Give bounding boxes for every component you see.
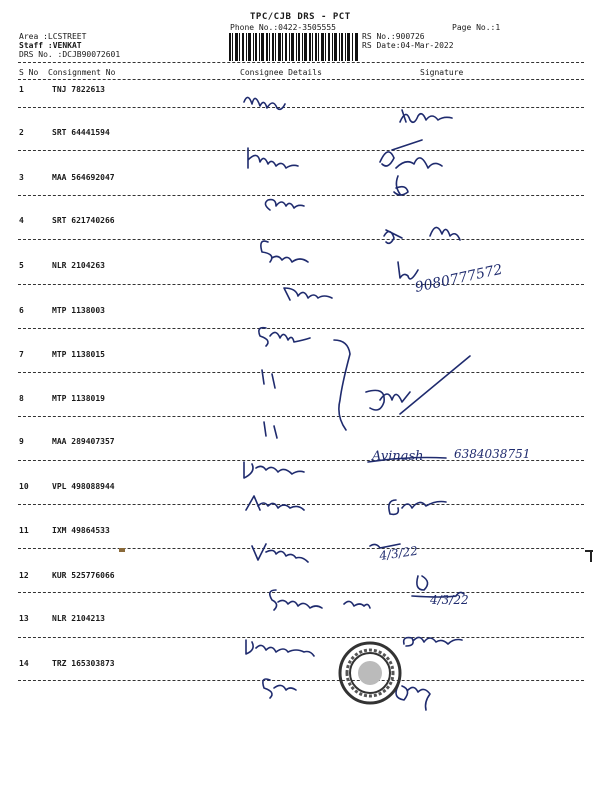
row-sno: 9: [19, 437, 24, 446]
row-consignment-no: MTP 1138015: [52, 350, 105, 359]
row-consignment-no: SRT 64441594: [52, 128, 110, 137]
row-sno: 2: [19, 128, 24, 137]
row-consignment-no: SRT 621740266: [52, 216, 115, 225]
row-consignment-no: MTP 1138003: [52, 306, 105, 315]
row-consignment-no: KUR 525776066: [52, 571, 115, 580]
row-consignment-no: MAA 564692047: [52, 173, 115, 182]
col-sno: S No: [19, 68, 39, 77]
col-signature: Signature: [420, 68, 464, 77]
row-sno: 1: [19, 85, 24, 94]
signature-scrawl-12: [412, 576, 464, 597]
signature-scrawl-8: [366, 356, 470, 414]
signature-scrawl-12b: [344, 601, 370, 608]
drs-number: DRS No. :DCJB90072601: [19, 50, 121, 59]
consignee-scrawl-9: [244, 462, 304, 478]
row-consignment-no: TRZ 165303873: [52, 659, 115, 668]
col-consignee: Consignee Details: [240, 68, 322, 77]
row-sno: 4: [19, 216, 24, 225]
column-divider: [18, 79, 584, 80]
row-consignment-no: MTP 1138019: [52, 394, 105, 403]
row-sno: 6: [19, 306, 24, 315]
consignee-scrawl-13: [246, 640, 314, 656]
signature-scrawl-3: [394, 176, 408, 195]
ditto-mark-8: [264, 422, 277, 438]
signature-scrawl-2: [380, 140, 442, 168]
row-divider: [18, 416, 584, 417]
phone-number: Phone No.:0422-3505555: [230, 23, 336, 32]
row-divider: [18, 284, 584, 285]
consignee-scrawl-11: [252, 544, 308, 562]
signature-scrawl-4: [384, 227, 460, 243]
row-divider: [18, 328, 584, 329]
handwritten-phone-9: 6384038751: [454, 447, 531, 461]
row-consignment-no: NLR 2104213: [52, 614, 105, 623]
row-sno: 3: [19, 173, 24, 182]
consignee-scrawl-2: [248, 148, 298, 168]
row-divider: [18, 637, 584, 638]
col-consignment: Consignment No: [48, 68, 116, 77]
scan-mark: [590, 552, 592, 562]
row-divider: [18, 548, 584, 549]
row-consignment-no: NLR 2104263: [52, 261, 105, 270]
handwritten-name-9: Avinash: [372, 449, 424, 464]
row-divider: [18, 150, 584, 151]
document-title: TPC/CJB DRS - PCT: [250, 12, 351, 22]
row-sno: 13: [19, 614, 29, 623]
signature-scrawl-10: [389, 500, 446, 514]
header-divider: [18, 62, 584, 63]
row-sno: 10: [19, 482, 29, 491]
consignee-scrawl-3: [265, 200, 304, 210]
row-sno: 12: [19, 571, 29, 580]
row-divider: [18, 195, 584, 196]
handwritten-phone-5: 9080777572: [413, 261, 504, 296]
consignee-scrawl-5: [284, 288, 332, 300]
row-consignment-no: VPL 498088944: [52, 482, 115, 491]
rs-date: RS Date:04-Mar-2022: [362, 41, 454, 50]
row-sno: 8: [19, 394, 24, 403]
consignee-scrawl-14: [263, 679, 296, 698]
row-divider: [18, 372, 584, 373]
row-consignment-no: TNJ 7822613: [52, 85, 105, 94]
row-sno: 7: [19, 350, 24, 359]
signature-scrawl-5: [398, 262, 418, 279]
staff-label: Staff :VENKAT: [19, 41, 82, 50]
row-divider: [18, 504, 584, 505]
consignee-scrawl-6: [259, 328, 310, 346]
row-sno: 14: [19, 659, 29, 668]
consignee-scrawl-10: [246, 496, 304, 510]
barcode: [229, 33, 358, 61]
row-sno: 5: [19, 261, 24, 270]
handwritten-date-11: 4/3/22: [378, 543, 419, 563]
consignee-scrawl-4: [261, 241, 308, 262]
handwritten-date-12: 4/3/22: [430, 593, 469, 607]
consignee-scrawl-12: [270, 590, 322, 610]
row-divider: [18, 460, 584, 461]
scan-speck: [119, 548, 125, 552]
company-seal: [337, 640, 403, 706]
signature-scrawl-1: [400, 110, 452, 122]
row-sno: 11: [19, 526, 29, 535]
rs-number: RS No.:900726: [362, 32, 425, 41]
row-divider: [18, 680, 584, 681]
row-divider: [18, 592, 584, 593]
signature-scrawl-13: [404, 637, 462, 646]
row-divider: [18, 239, 584, 240]
row-consignment-no: MAA 289407357: [52, 437, 115, 446]
page-number: Page No.:1: [452, 23, 501, 32]
row-consignment-no: IXM 49864533: [52, 526, 110, 535]
row-divider: [18, 107, 584, 108]
area-label: Area :LCSTREET: [19, 32, 87, 41]
